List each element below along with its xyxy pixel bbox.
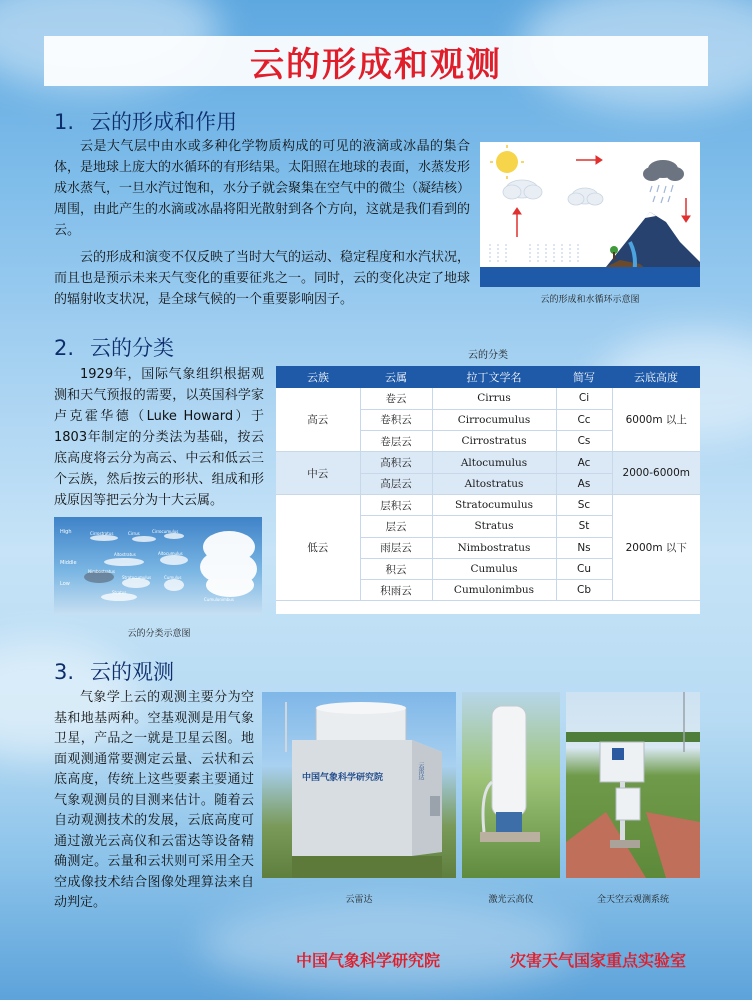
all-sky-caption: 全天空云观测系统 <box>596 895 669 905</box>
genus-cell: 积云 <box>360 558 432 579</box>
height-middle: 2000-6000m <box>612 452 700 495</box>
cloud-classification-caption: 云的分类示意图 <box>127 629 191 639</box>
latin-cell: Cirrostratus <box>432 431 556 452</box>
family-middle: 中云 <box>276 452 360 495</box>
latin-cell: Stratus <box>432 516 556 537</box>
label-cumulonimbus: Cumulonimbus <box>204 597 235 602</box>
genus-cell: 卷云 <box>360 388 432 409</box>
tree-trunk-icon <box>613 252 615 260</box>
section1-paragraph-2: 云的形成和演变不仅反映了当时大气的运动、稳定程度和水汽状况，而且也是预示未来天气变化的重要征兆之一。同时，云的变化决定了地球的辐射收支状况，是全球气候的一个重要影响因子。 <box>54 250 471 307</box>
latin-cell: Nimbostratus <box>432 537 556 558</box>
table-header-row <box>276 366 700 388</box>
page-title: 云的形成和观测 <box>250 44 502 85</box>
cloud-classification-diagram <box>54 517 262 615</box>
ceilometer-illustration <box>462 692 560 878</box>
cloud-radar-photo <box>262 692 456 878</box>
header-genus: 云属 <box>360 366 432 388</box>
genus-cell: 卷层云 <box>360 431 432 452</box>
cloud-classification-table <box>276 366 700 614</box>
abbr-cell: Cb <box>556 580 612 601</box>
label-low: Low <box>60 581 70 587</box>
footer-left: 中国气象科学研究院 <box>296 951 441 970</box>
water-cycle-illustration <box>480 142 700 287</box>
evaporation-icon <box>490 242 578 262</box>
title-banner <box>44 36 708 86</box>
section1-text <box>54 136 470 310</box>
ceilometer-photo <box>462 692 560 878</box>
section2-number: 2. <box>54 336 75 360</box>
ceilometer-base-icon <box>496 812 522 832</box>
label-cirrostratus: Cirrostratus <box>90 531 114 536</box>
latin-cell: Cumulus <box>432 558 556 579</box>
section3-title: 云的观测 <box>90 660 174 684</box>
latin-cell: Cirrocumulus <box>432 409 556 430</box>
section3-number: 3. <box>54 660 75 684</box>
genus-cell: 卷积云 <box>360 409 432 430</box>
genus-cell: 积雨云 <box>360 580 432 601</box>
table-row <box>276 388 700 409</box>
tree-line-icon <box>566 732 700 742</box>
sea-icon <box>480 267 700 287</box>
ceilometer-body-icon <box>492 706 526 816</box>
genus-cell: 雨层云 <box>360 537 432 558</box>
latin-cell: Cumulonimbus <box>432 580 556 601</box>
header-latin: 拉丁文学名 <box>432 366 556 388</box>
table-row <box>276 452 700 473</box>
ceilometer-caption: 激光云高仪 <box>488 895 534 905</box>
radar-side-sign: 云雷达 <box>417 762 424 780</box>
label-nimbostratus: Nimbostratus <box>88 569 115 574</box>
height-low: 2000m 以下 <box>612 494 700 600</box>
container-front-icon <box>292 740 412 856</box>
all-sky-illustration <box>566 692 700 878</box>
genus-cell: 层云 <box>360 516 432 537</box>
header-abbr: 简写 <box>556 366 612 388</box>
abbr-cell: Ci <box>556 388 612 409</box>
cloud-radar-illustration <box>262 692 456 878</box>
label-altostratus: Altostratus <box>114 552 136 557</box>
section1-number: 1. <box>54 110 75 134</box>
latin-cell: Stratocumulus <box>432 494 556 515</box>
concrete-pad-icon <box>480 832 540 842</box>
label-altocumulus: Altocumulus <box>158 551 183 556</box>
white-cloud-icon <box>568 188 603 205</box>
section1-title: 云的形成和作用 <box>90 110 237 134</box>
water-cycle-diagram <box>480 142 700 287</box>
water-cycle-caption: 云的形成和水循环示意图 <box>540 295 640 305</box>
label-cirrocumulus: Cirrocumulus <box>152 529 179 534</box>
section2-text <box>54 364 264 511</box>
latin-cell: Altocumulus <box>432 452 556 473</box>
section3-text <box>54 688 254 914</box>
label-stratus: Stratus <box>112 590 127 595</box>
radar-dome-top-icon <box>316 702 406 714</box>
rain-cloud-icon <box>643 160 684 181</box>
section2-heading <box>54 332 174 362</box>
classification-table <box>276 366 700 601</box>
cloud-radar-caption: 云雷达 <box>345 895 373 905</box>
table-title: 云的分类 <box>468 350 508 361</box>
section2-title: 云的分类 <box>90 336 174 360</box>
abbr-cell: St <box>556 516 612 537</box>
label-middle: Middle <box>60 560 77 566</box>
grass-icon <box>292 856 442 878</box>
small-clouds-icon <box>84 533 188 601</box>
section1-paragraph-1: 云是大气层中由水或多种化学物质构成的可见的液滴或冰晶的集合体，是地球上庞大的水循环的有形结果。太阳照在地球的表面，水蒸发形成水蒸气，一旦水汽过饱和，水分子就会聚集在空气中的微尘（凝结核）周围，由此产生的水滴或冰晶将阳光散射到各个方向，这就是我们看到的云。 <box>54 139 471 238</box>
family-low: 低云 <box>276 494 360 600</box>
label-high: High <box>60 529 72 535</box>
abbr-cell: Ns <box>556 537 612 558</box>
label-stratocumulus: Stratocumulus <box>122 575 152 580</box>
brick-path-icon <box>646 812 700 878</box>
latin-cell: Cirrus <box>432 388 556 409</box>
abbr-cell: Ac <box>556 452 612 473</box>
section3-paragraph: 气象学上云的观测主要分为空基和地基两种。空基观测是用气象卫星，产品之一就是卫星云图。地面观测通常要测定云量、云状和云底高度，传统上这些要素主要通过气象观测员的目测来估计。随着云自动观测技术的发展，云底高度可通过激光云高仪和云雷达等设备精确测定。云量和云状则可采用全天空成像技术结合图像处理算法来自动判定。 <box>54 690 254 910</box>
genus-cell: 层积云 <box>360 494 432 515</box>
cumulonimbus-cloud-icon <box>200 531 257 597</box>
abbr-cell: Cs <box>556 431 612 452</box>
header-height: 云底高度 <box>612 366 700 388</box>
footer-right: 灾害天气国家重点实验室 <box>510 951 687 970</box>
vent-icon <box>430 796 440 816</box>
rain-drops-icon <box>650 185 673 203</box>
table-row <box>276 494 700 515</box>
abbr-cell: Sc <box>556 494 612 515</box>
sun-icon <box>496 151 518 173</box>
all-sky-photo <box>566 692 700 878</box>
height-high: 6000m 以上 <box>612 388 700 452</box>
white-cloud-icon <box>503 180 542 199</box>
radar-sign-text: 中国气象科学研究院 <box>302 773 384 783</box>
control-box-icon <box>616 788 640 820</box>
section2-paragraph: 1929年，国际气象组织根据观测和天气预报的需要，以英国科学家卢克霍华德（Luke Howard）于1803年制定的分类法为基础，按云底高度将云分为高云、中云和低云三个云族，然后按云的形状、组成和形成原因等把云分为十大云属。 <box>54 367 264 508</box>
section1-heading <box>54 106 237 136</box>
camera-base-icon <box>610 840 640 848</box>
genus-cell: 高层云 <box>360 473 432 494</box>
bg-cloud <box>200 900 580 990</box>
section3-heading <box>54 656 174 686</box>
header-family: 云族 <box>276 366 360 388</box>
cable-icon <box>483 782 492 832</box>
abbr-cell: Cc <box>556 409 612 430</box>
family-high: 高云 <box>276 388 360 452</box>
genus-cell: 高积云 <box>360 452 432 473</box>
logo-plate-icon <box>612 748 624 760</box>
label-cumulus: Cumulus <box>164 575 182 580</box>
abbr-cell: Cu <box>556 558 612 579</box>
latin-cell: Altostratus <box>432 473 556 494</box>
label-cirrus: Cirrus <box>128 531 140 536</box>
abbr-cell: As <box>556 473 612 494</box>
